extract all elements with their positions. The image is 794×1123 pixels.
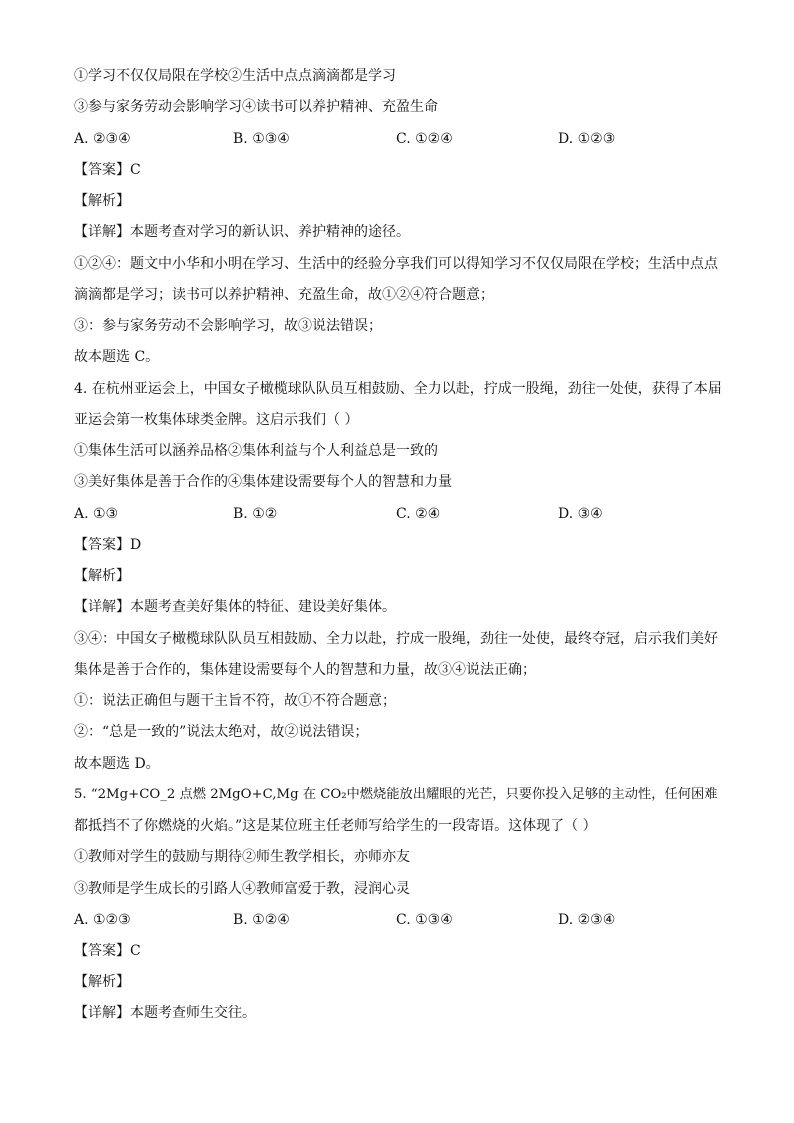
q5-option-c: C. ①③④	[396, 912, 453, 928]
q5-detail: 【详解】本题考查师生交往。	[74, 1005, 256, 1021]
q3-answer: 【答案】C	[74, 162, 141, 178]
q4-explanation-line-3: ①：说法正确但与题干主旨不符，故①不符合题意；	[74, 693, 396, 709]
q3-option-a: A. ②③④	[74, 131, 131, 147]
q4-option-d: D. ③④	[558, 506, 603, 522]
q3-explanation-line-1: ①②④：题文中小华和小明在学习、生活中的经验分享我们可以得知学习不仅仅局限在学校；生活中点点	[74, 256, 718, 272]
q3-detail: 【详解】本题考查对学习的新认识、养护精神的途径。	[74, 224, 410, 240]
q4-explanation-line-4: ②：“总是一致的”说法太绝对，故②说法错误；	[74, 724, 369, 740]
q5-option-a: A. ①②③	[74, 912, 131, 928]
q3-option-d: D. ①②③	[558, 131, 616, 147]
q5-statement-line-2: ③教师是学生成长的引路人④教师富爱于教，浸润心灵	[74, 881, 410, 897]
q4-option-b: B. ①②	[233, 506, 278, 522]
q5-option-b: B. ①②④	[233, 912, 290, 928]
q5-answer: 【答案】C	[74, 943, 141, 959]
q5-stem-line-1: 5. “2Mg+CO_2 点燃 2MgO+C,Mg 在 CO₂中燃烧能放出耀眼的光芒，只要你投入足够的主动性，任何困难	[74, 787, 718, 802]
q4-detail: 【详解】本题考查美好集体的特征、建设美好集体。	[74, 599, 396, 615]
q3-conclusion: 故本题选 C。	[74, 349, 160, 365]
q5-statement-line-1: ①教师对学生的鼓励与期待②师生教学相长，亦师亦友	[74, 849, 410, 865]
q4-option-a: A. ①③	[74, 506, 119, 522]
q4-option-c: C. ②④	[396, 506, 441, 522]
q4-answer: 【答案】D	[74, 537, 142, 553]
q5-stem-line-2: 都抵挡不了你燃烧的火焰。”这是某位班主任老师写给学生的一段寄语。这体现了（ ）	[74, 818, 597, 834]
q3-statement-line-1: ①学习不仅仅局限在学校②生活中点点滴滴都是学习	[74, 68, 396, 84]
q3-explanation-line-3: ③：参与家务劳动不会影响学习，故③说法错误；	[74, 318, 382, 334]
q4-statement-line-2: ③美好集体是善于合作的④集体建设需要每个人的智慧和力量	[74, 474, 452, 490]
q4-conclusion: 故本题选 D。	[74, 756, 160, 772]
q4-stem-line-1: 4. 在杭州亚运会上，中国女子橄榄球队队员互相鼓励、全力以赴，拧成一股绳，劲往一处使，获得了本届	[74, 381, 722, 397]
q4-analysis-heading: 【解析】	[74, 568, 130, 584]
q5-option-d: D. ②③④	[558, 912, 616, 928]
q3-explanation-line-2: 滴滴都是学习；读书可以养护精神、充盈生命，故①②④符合题意；	[74, 287, 494, 303]
q4-statement-line-1: ①集体生活可以涵养品格②集体利益与个人利益总是一致的	[74, 443, 438, 459]
q4-stem-line-2: 亚运会第一枚集体球类金牌。这启示我们（ ）	[74, 412, 359, 428]
q3-analysis-heading: 【解析】	[74, 193, 130, 209]
q5-analysis-heading: 【解析】	[74, 974, 130, 990]
q4-explanation-line-1: ③④：中国女子橄榄球队队员互相鼓励、全力以赴，拧成一股绳，劲往一处使，最终夺冠，启示我们美好	[74, 631, 718, 647]
q3-option-c: C. ①②④	[396, 131, 453, 147]
q3-option-b: B. ①③④	[233, 131, 290, 147]
q3-statement-line-2: ③参与家务劳动会影响学习④读书可以养护精神、充盈生命	[74, 99, 438, 115]
q4-explanation-line-2: 集体是善于合作的，集体建设需要每个人的智慧和力量，故③④说法正确；	[74, 662, 536, 678]
